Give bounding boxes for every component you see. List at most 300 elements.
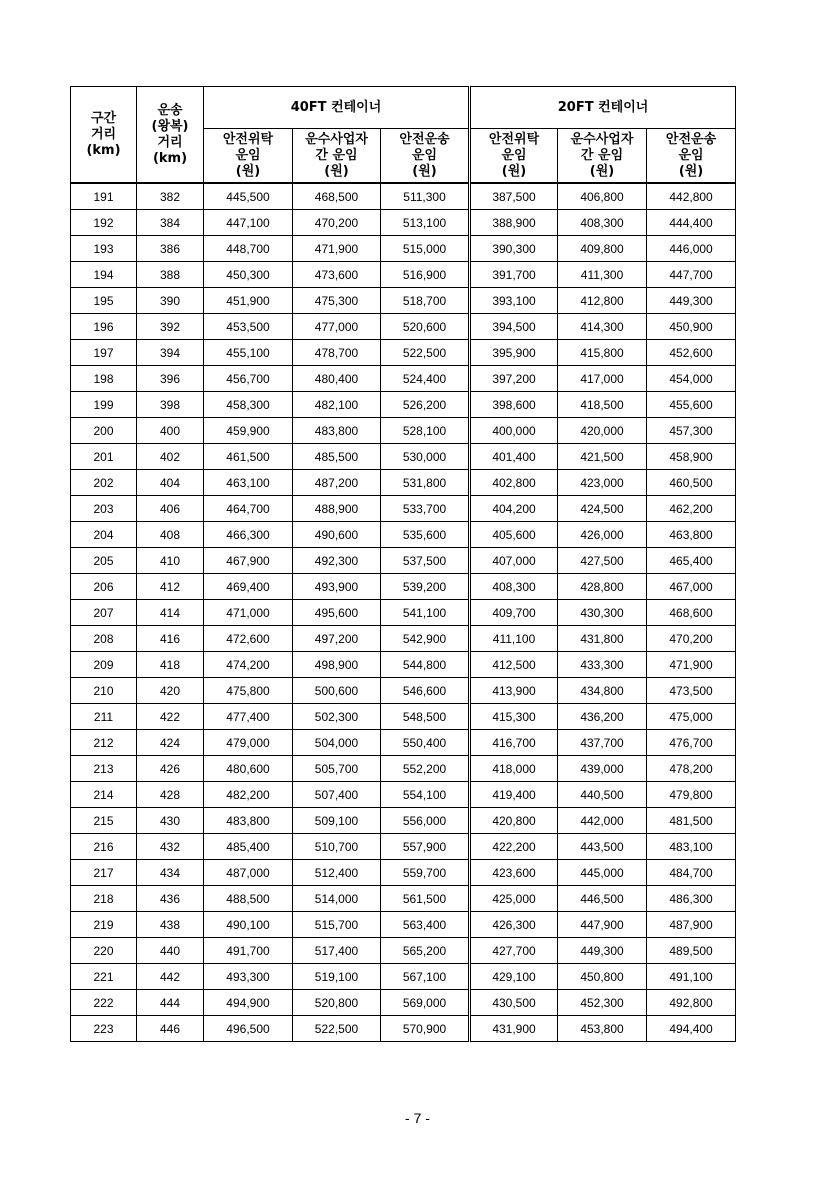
cell-section-km: 218 xyxy=(71,886,137,912)
cell-20ft-transport: 465,400 xyxy=(647,548,736,574)
cell-section-km: 208 xyxy=(71,626,137,652)
cell-roundtrip-km: 402 xyxy=(137,444,204,470)
cell-40ft-consign: 480,600 xyxy=(204,756,293,782)
cell-section-km: 199 xyxy=(71,392,137,418)
cell-20ft-transport: 462,200 xyxy=(647,496,736,522)
table-row xyxy=(71,183,736,210)
header-section-distance: 구간 거리 (km) xyxy=(71,87,137,184)
cell-20ft-between: 420,000 xyxy=(558,418,647,444)
header-20ft-consign-rate: 안전위탁 운임 (원) xyxy=(470,129,558,184)
table-row xyxy=(71,860,736,886)
table-row xyxy=(71,756,736,782)
cell-40ft-consign: 483,800 xyxy=(204,808,293,834)
table-row xyxy=(71,912,736,938)
cell-40ft-transport: 528,100 xyxy=(381,418,470,444)
cell-roundtrip-km: 410 xyxy=(137,548,204,574)
cell-40ft-transport: 563,400 xyxy=(381,912,470,938)
cell-roundtrip-km: 382 xyxy=(137,183,204,210)
cell-section-km: 219 xyxy=(71,912,137,938)
cell-roundtrip-km: 400 xyxy=(137,418,204,444)
cell-20ft-consign: 405,600 xyxy=(470,522,558,548)
cell-40ft-transport: 530,000 xyxy=(381,444,470,470)
table-row xyxy=(71,834,736,860)
cell-20ft-between: 408,300 xyxy=(558,210,647,236)
cell-section-km: 223 xyxy=(71,1016,137,1042)
cell-40ft-between: 504,000 xyxy=(293,730,381,756)
cell-roundtrip-km: 438 xyxy=(137,912,204,938)
cell-20ft-transport: 454,000 xyxy=(647,366,736,392)
cell-20ft-between: 427,500 xyxy=(558,548,647,574)
cell-roundtrip-km: 420 xyxy=(137,678,204,704)
cell-20ft-consign: 429,100 xyxy=(470,964,558,990)
cell-20ft-transport: 475,000 xyxy=(647,704,736,730)
cell-40ft-transport: 531,800 xyxy=(381,470,470,496)
table-row xyxy=(71,652,736,678)
cell-20ft-between: 412,800 xyxy=(558,288,647,314)
cell-section-km: 193 xyxy=(71,236,137,262)
cell-40ft-consign: 450,300 xyxy=(204,262,293,288)
cell-40ft-transport: 550,400 xyxy=(381,730,470,756)
header-group-40ft: 40FT 컨테이너 xyxy=(204,87,470,129)
cell-40ft-between: 517,400 xyxy=(293,938,381,964)
cell-40ft-between: 510,700 xyxy=(293,834,381,860)
cell-20ft-consign: 398,600 xyxy=(470,392,558,418)
header-group-20ft: 20FT 컨테이너 xyxy=(470,87,736,129)
cell-20ft-transport: 446,000 xyxy=(647,236,736,262)
table-row xyxy=(71,314,736,340)
table-row xyxy=(71,1016,736,1042)
table-row xyxy=(71,236,736,262)
cell-40ft-consign: 463,100 xyxy=(204,470,293,496)
cell-section-km: 213 xyxy=(71,756,137,782)
cell-section-km: 202 xyxy=(71,470,137,496)
cell-20ft-transport: 444,400 xyxy=(647,210,736,236)
cell-40ft-consign: 461,500 xyxy=(204,444,293,470)
table-header xyxy=(71,87,736,184)
cell-20ft-consign: 413,900 xyxy=(470,678,558,704)
table-body xyxy=(71,183,736,1042)
cell-20ft-transport: 450,900 xyxy=(647,314,736,340)
cell-20ft-consign: 400,000 xyxy=(470,418,558,444)
table-row xyxy=(71,808,736,834)
cell-20ft-between: 436,200 xyxy=(558,704,647,730)
cell-roundtrip-km: 428 xyxy=(137,782,204,808)
cell-20ft-transport: 487,900 xyxy=(647,912,736,938)
cell-section-km: 203 xyxy=(71,496,137,522)
cell-roundtrip-km: 446 xyxy=(137,1016,204,1042)
cell-roundtrip-km: 394 xyxy=(137,340,204,366)
cell-20ft-transport: 460,500 xyxy=(647,470,736,496)
table-row xyxy=(71,444,736,470)
cell-20ft-consign: 408,300 xyxy=(470,574,558,600)
header-20ft-safe-transport-rate: 안전운송 운임 (원) xyxy=(647,129,736,184)
cell-roundtrip-km: 426 xyxy=(137,756,204,782)
cell-40ft-transport: 516,900 xyxy=(381,262,470,288)
cell-20ft-transport: 478,200 xyxy=(647,756,736,782)
cell-40ft-between: 514,000 xyxy=(293,886,381,912)
table-row xyxy=(71,678,736,704)
cell-40ft-transport: 552,200 xyxy=(381,756,470,782)
cell-roundtrip-km: 422 xyxy=(137,704,204,730)
cell-20ft-consign: 431,900 xyxy=(470,1016,558,1042)
cell-20ft-between: 421,500 xyxy=(558,444,647,470)
cell-20ft-consign: 430,500 xyxy=(470,990,558,1016)
cell-40ft-between: 509,100 xyxy=(293,808,381,834)
cell-40ft-between: 522,500 xyxy=(293,1016,381,1042)
table-row xyxy=(71,340,736,366)
cell-40ft-consign: 475,800 xyxy=(204,678,293,704)
cell-20ft-consign: 387,500 xyxy=(470,183,558,210)
cell-20ft-transport: 468,600 xyxy=(647,600,736,626)
cell-40ft-between: 498,900 xyxy=(293,652,381,678)
cell-40ft-transport: 559,700 xyxy=(381,860,470,886)
cell-40ft-consign: 496,500 xyxy=(204,1016,293,1042)
table-row xyxy=(71,470,736,496)
cell-40ft-consign: 472,600 xyxy=(204,626,293,652)
cell-40ft-consign: 453,500 xyxy=(204,314,293,340)
cell-roundtrip-km: 440 xyxy=(137,938,204,964)
cell-40ft-transport: 539,200 xyxy=(381,574,470,600)
cell-section-km: 198 xyxy=(71,366,137,392)
cell-40ft-between: 468,500 xyxy=(293,183,381,210)
cell-40ft-consign: 494,900 xyxy=(204,990,293,1016)
cell-roundtrip-km: 432 xyxy=(137,834,204,860)
cell-20ft-transport: 486,300 xyxy=(647,886,736,912)
cell-40ft-between: 480,400 xyxy=(293,366,381,392)
cell-20ft-transport: 467,000 xyxy=(647,574,736,600)
cell-roundtrip-km: 442 xyxy=(137,964,204,990)
cell-section-km: 212 xyxy=(71,730,137,756)
cell-40ft-transport: 544,800 xyxy=(381,652,470,678)
cell-40ft-transport: 513,100 xyxy=(381,210,470,236)
cell-20ft-consign: 391,700 xyxy=(470,262,558,288)
cell-40ft-transport: 537,500 xyxy=(381,548,470,574)
cell-20ft-between: 437,700 xyxy=(558,730,647,756)
cell-20ft-transport: 447,700 xyxy=(647,262,736,288)
cell-20ft-between: 443,500 xyxy=(558,834,647,860)
cell-20ft-transport: 455,600 xyxy=(647,392,736,418)
table-row xyxy=(71,704,736,730)
cell-20ft-between: 428,800 xyxy=(558,574,647,600)
cell-section-km: 205 xyxy=(71,548,137,574)
cell-section-km: 192 xyxy=(71,210,137,236)
cell-40ft-transport: 567,100 xyxy=(381,964,470,990)
cell-section-km: 206 xyxy=(71,574,137,600)
cell-40ft-transport: 515,000 xyxy=(381,236,470,262)
cell-40ft-between: 515,700 xyxy=(293,912,381,938)
cell-20ft-between: 452,300 xyxy=(558,990,647,1016)
cell-section-km: 191 xyxy=(71,183,137,210)
cell-40ft-consign: 479,000 xyxy=(204,730,293,756)
cell-20ft-between: 447,900 xyxy=(558,912,647,938)
cell-roundtrip-km: 444 xyxy=(137,990,204,1016)
cell-40ft-between: 502,300 xyxy=(293,704,381,730)
table-row xyxy=(71,990,736,1016)
cell-20ft-between: 415,800 xyxy=(558,340,647,366)
cell-20ft-consign: 427,700 xyxy=(470,938,558,964)
cell-40ft-between: 507,400 xyxy=(293,782,381,808)
cell-roundtrip-km: 388 xyxy=(137,262,204,288)
cell-40ft-transport: 524,400 xyxy=(381,366,470,392)
header-roundtrip-distance: 운송 (왕복) 거리 (km) xyxy=(137,87,204,184)
cell-roundtrip-km: 396 xyxy=(137,366,204,392)
cell-40ft-between: 505,700 xyxy=(293,756,381,782)
cell-20ft-between: 450,800 xyxy=(558,964,647,990)
cell-20ft-transport: 483,100 xyxy=(647,834,736,860)
cell-20ft-consign: 412,500 xyxy=(470,652,558,678)
cell-20ft-transport: 492,800 xyxy=(647,990,736,1016)
table-row xyxy=(71,418,736,444)
cell-40ft-transport: 542,900 xyxy=(381,626,470,652)
cell-roundtrip-km: 436 xyxy=(137,886,204,912)
cell-roundtrip-km: 398 xyxy=(137,392,204,418)
cell-40ft-consign: 458,300 xyxy=(204,392,293,418)
cell-40ft-consign: 469,400 xyxy=(204,574,293,600)
cell-section-km: 204 xyxy=(71,522,137,548)
table-row xyxy=(71,288,736,314)
cell-40ft-consign: 467,900 xyxy=(204,548,293,574)
cell-40ft-consign: 474,200 xyxy=(204,652,293,678)
cell-40ft-between: 475,300 xyxy=(293,288,381,314)
cell-40ft-between: 485,500 xyxy=(293,444,381,470)
cell-20ft-transport: 479,800 xyxy=(647,782,736,808)
cell-40ft-transport: 520,600 xyxy=(381,314,470,340)
cell-20ft-between: 453,800 xyxy=(558,1016,647,1042)
cell-40ft-transport: 526,200 xyxy=(381,392,470,418)
cell-20ft-between: 431,800 xyxy=(558,626,647,652)
cell-20ft-between: 434,800 xyxy=(558,678,647,704)
cell-40ft-transport: 546,600 xyxy=(381,678,470,704)
cell-40ft-transport: 570,900 xyxy=(381,1016,470,1042)
cell-20ft-transport: 442,800 xyxy=(647,183,736,210)
cell-section-km: 207 xyxy=(71,600,137,626)
cell-20ft-transport: 473,500 xyxy=(647,678,736,704)
cell-40ft-transport: 554,100 xyxy=(381,782,470,808)
cell-20ft-transport: 494,400 xyxy=(647,1016,736,1042)
cell-20ft-consign: 407,000 xyxy=(470,548,558,574)
table-row xyxy=(71,210,736,236)
cell-20ft-between: 411,300 xyxy=(558,262,647,288)
table-row xyxy=(71,522,736,548)
cell-section-km: 194 xyxy=(71,262,137,288)
table-row xyxy=(71,938,736,964)
cell-section-km: 200 xyxy=(71,418,137,444)
cell-section-km: 210 xyxy=(71,678,137,704)
cell-20ft-between: 440,500 xyxy=(558,782,647,808)
cell-20ft-consign: 411,100 xyxy=(470,626,558,652)
cell-20ft-consign: 420,800 xyxy=(470,808,558,834)
cell-40ft-between: 492,300 xyxy=(293,548,381,574)
cell-roundtrip-km: 416 xyxy=(137,626,204,652)
cell-20ft-transport: 491,100 xyxy=(647,964,736,990)
cell-section-km: 220 xyxy=(71,938,137,964)
cell-40ft-transport: 518,700 xyxy=(381,288,470,314)
cell-20ft-consign: 404,200 xyxy=(470,496,558,522)
cell-40ft-between: 495,600 xyxy=(293,600,381,626)
cell-40ft-consign: 459,900 xyxy=(204,418,293,444)
cell-20ft-between: 433,300 xyxy=(558,652,647,678)
cell-40ft-between: 520,800 xyxy=(293,990,381,1016)
cell-40ft-consign: 455,100 xyxy=(204,340,293,366)
cell-20ft-consign: 402,800 xyxy=(470,470,558,496)
cell-40ft-between: 487,200 xyxy=(293,470,381,496)
cell-20ft-consign: 419,400 xyxy=(470,782,558,808)
cell-section-km: 221 xyxy=(71,964,137,990)
cell-40ft-between: 519,100 xyxy=(293,964,381,990)
table-row xyxy=(71,600,736,626)
header-40ft-consign-rate: 안전위탁 운임 (원) xyxy=(204,129,293,184)
cell-40ft-transport: 522,500 xyxy=(381,340,470,366)
cell-40ft-transport: 557,900 xyxy=(381,834,470,860)
cell-roundtrip-km: 390 xyxy=(137,288,204,314)
cell-40ft-between: 471,900 xyxy=(293,236,381,262)
cell-20ft-transport: 463,800 xyxy=(647,522,736,548)
cell-40ft-transport: 561,500 xyxy=(381,886,470,912)
cell-20ft-consign: 423,600 xyxy=(470,860,558,886)
cell-20ft-between: 430,300 xyxy=(558,600,647,626)
cell-section-km: 216 xyxy=(71,834,137,860)
cell-40ft-consign: 488,500 xyxy=(204,886,293,912)
cell-40ft-between: 490,600 xyxy=(293,522,381,548)
cell-40ft-transport: 556,000 xyxy=(381,808,470,834)
cell-20ft-transport: 470,200 xyxy=(647,626,736,652)
table-row xyxy=(71,548,736,574)
cell-40ft-transport: 511,300 xyxy=(381,183,470,210)
cell-roundtrip-km: 408 xyxy=(137,522,204,548)
table-row xyxy=(71,366,736,392)
header-40ft-safe-transport-rate: 안전운송 운임 (원) xyxy=(381,129,470,184)
cell-40ft-consign: 447,100 xyxy=(204,210,293,236)
cell-20ft-between: 424,500 xyxy=(558,496,647,522)
cell-20ft-between: 406,800 xyxy=(558,183,647,210)
cell-40ft-consign: 485,400 xyxy=(204,834,293,860)
cell-40ft-between: 478,700 xyxy=(293,340,381,366)
cell-40ft-between: 500,600 xyxy=(293,678,381,704)
cell-20ft-consign: 394,500 xyxy=(470,314,558,340)
cell-20ft-between: 418,500 xyxy=(558,392,647,418)
cell-section-km: 195 xyxy=(71,288,137,314)
cell-20ft-between: 414,300 xyxy=(558,314,647,340)
cell-roundtrip-km: 392 xyxy=(137,314,204,340)
cell-40ft-consign: 451,900 xyxy=(204,288,293,314)
cell-section-km: 201 xyxy=(71,444,137,470)
cell-20ft-consign: 390,300 xyxy=(470,236,558,262)
cell-40ft-transport: 533,700 xyxy=(381,496,470,522)
cell-40ft-consign: 448,700 xyxy=(204,236,293,262)
cell-40ft-consign: 471,000 xyxy=(204,600,293,626)
cell-40ft-transport: 565,200 xyxy=(381,938,470,964)
cell-40ft-transport: 535,600 xyxy=(381,522,470,548)
cell-20ft-between: 442,000 xyxy=(558,808,647,834)
cell-roundtrip-km: 430 xyxy=(137,808,204,834)
cell-40ft-between: 482,100 xyxy=(293,392,381,418)
cell-40ft-between: 473,600 xyxy=(293,262,381,288)
cell-40ft-consign: 491,700 xyxy=(204,938,293,964)
cell-20ft-consign: 388,900 xyxy=(470,210,558,236)
cell-40ft-between: 483,800 xyxy=(293,418,381,444)
table-row xyxy=(71,392,736,418)
cell-section-km: 217 xyxy=(71,860,137,886)
cell-20ft-between: 426,000 xyxy=(558,522,647,548)
cell-roundtrip-km: 418 xyxy=(137,652,204,678)
cell-20ft-between: 446,500 xyxy=(558,886,647,912)
table-row xyxy=(71,496,736,522)
cell-20ft-transport: 481,500 xyxy=(647,808,736,834)
cell-20ft-transport: 471,900 xyxy=(647,652,736,678)
cell-roundtrip-km: 386 xyxy=(137,236,204,262)
header-40ft-between-carriers-rate: 운수사업자 간 운임 (원) xyxy=(293,129,381,184)
cell-20ft-consign: 395,900 xyxy=(470,340,558,366)
cell-20ft-between: 409,800 xyxy=(558,236,647,262)
cell-40ft-transport: 569,000 xyxy=(381,990,470,1016)
cell-section-km: 197 xyxy=(71,340,137,366)
cell-40ft-between: 512,400 xyxy=(293,860,381,886)
cell-40ft-consign: 482,200 xyxy=(204,782,293,808)
cell-40ft-transport: 548,500 xyxy=(381,704,470,730)
cell-20ft-transport: 476,700 xyxy=(647,730,736,756)
cell-40ft-consign: 445,500 xyxy=(204,183,293,210)
table-row xyxy=(71,964,736,990)
cell-20ft-transport: 449,300 xyxy=(647,288,736,314)
cell-40ft-consign: 464,700 xyxy=(204,496,293,522)
cell-20ft-transport: 452,600 xyxy=(647,340,736,366)
cell-20ft-transport: 458,900 xyxy=(647,444,736,470)
cell-20ft-between: 423,000 xyxy=(558,470,647,496)
cell-20ft-between: 449,300 xyxy=(558,938,647,964)
cell-40ft-consign: 487,000 xyxy=(204,860,293,886)
cell-20ft-transport: 484,700 xyxy=(647,860,736,886)
cell-40ft-consign: 477,400 xyxy=(204,704,293,730)
cell-40ft-consign: 490,100 xyxy=(204,912,293,938)
cell-roundtrip-km: 414 xyxy=(137,600,204,626)
cell-roundtrip-km: 412 xyxy=(137,574,204,600)
cell-20ft-consign: 426,300 xyxy=(470,912,558,938)
cell-20ft-consign: 393,100 xyxy=(470,288,558,314)
cell-40ft-between: 497,200 xyxy=(293,626,381,652)
cell-20ft-consign: 401,400 xyxy=(470,444,558,470)
cell-roundtrip-km: 406 xyxy=(137,496,204,522)
cell-20ft-consign: 409,700 xyxy=(470,600,558,626)
table-row xyxy=(71,730,736,756)
table-row xyxy=(71,782,736,808)
table-row xyxy=(71,574,736,600)
cell-section-km: 215 xyxy=(71,808,137,834)
cell-section-km: 211 xyxy=(71,704,137,730)
freight-rate-table xyxy=(70,86,736,1042)
cell-40ft-consign: 456,700 xyxy=(204,366,293,392)
cell-section-km: 222 xyxy=(71,990,137,1016)
cell-40ft-consign: 493,300 xyxy=(204,964,293,990)
cell-roundtrip-km: 424 xyxy=(137,730,204,756)
cell-roundtrip-km: 434 xyxy=(137,860,204,886)
cell-20ft-consign: 397,200 xyxy=(470,366,558,392)
table-row xyxy=(71,886,736,912)
cell-20ft-between: 439,000 xyxy=(558,756,647,782)
cell-40ft-between: 470,200 xyxy=(293,210,381,236)
cell-40ft-between: 493,900 xyxy=(293,574,381,600)
cell-20ft-transport: 489,500 xyxy=(647,938,736,964)
cell-section-km: 214 xyxy=(71,782,137,808)
cell-20ft-consign: 415,300 xyxy=(470,704,558,730)
page-number: - 7 - xyxy=(405,1110,430,1126)
cell-20ft-consign: 416,700 xyxy=(470,730,558,756)
table-row xyxy=(71,262,736,288)
cell-20ft-between: 417,000 xyxy=(558,366,647,392)
cell-40ft-between: 477,000 xyxy=(293,314,381,340)
cell-20ft-consign: 418,000 xyxy=(470,756,558,782)
cell-20ft-between: 445,000 xyxy=(558,860,647,886)
cell-40ft-transport: 541,100 xyxy=(381,600,470,626)
